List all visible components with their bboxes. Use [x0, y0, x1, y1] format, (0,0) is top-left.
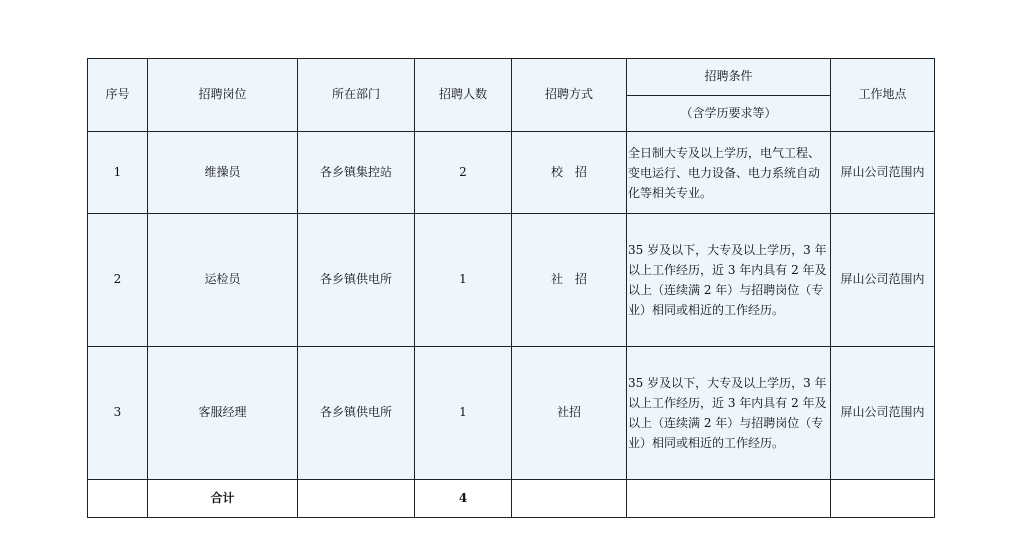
total-department: [298, 480, 415, 518]
table-row: [88, 214, 935, 347]
row-count: 2: [415, 132, 512, 214]
table-row: [88, 132, 935, 214]
header-row: [88, 59, 935, 96]
row-method: 校 招: [512, 132, 627, 214]
table-row: [88, 347, 935, 480]
total-conditions: [627, 480, 831, 518]
row-conditions: 35 岁及以下，大专及以上学历，3 年以上工作经历，近 3 年内具有 2 年及以上（连续满 2 年）与招聘岗位（专业）相同或相近的工作经历。: [627, 347, 831, 480]
header-conditions-sub: （含学历要求等）: [627, 96, 831, 132]
total-seq: [88, 480, 148, 518]
total-location: [831, 480, 935, 518]
row-department: 各乡镇供电所: [298, 214, 415, 347]
header-seq: 序号: [88, 59, 148, 132]
row-location: 屏山公司范围内: [831, 132, 935, 214]
row-location: 屏山公司范围内: [831, 214, 935, 347]
total-count: 4: [415, 480, 512, 518]
row-method: 社 招: [512, 214, 627, 347]
row-count: 1: [415, 347, 512, 480]
header-department: 所在部门: [298, 59, 415, 132]
row-department: 各乡镇供电所: [298, 347, 415, 480]
recruitment-table: [87, 58, 935, 518]
header-method: 招聘方式: [512, 59, 627, 132]
row-position: 运检员: [148, 214, 298, 347]
row-position: 维操员: [148, 132, 298, 214]
total-label: 合计: [148, 480, 298, 518]
total-method: [512, 480, 627, 518]
row-location: 屏山公司范围内: [831, 347, 935, 480]
row-conditions: 35 岁及以下，大专及以上学历，3 年以上工作经历，近 3 年内具有 2 年及以上（连续满 2 年）与招聘岗位（专业）相同或相近的工作经历。: [627, 214, 831, 347]
row-position: 客服经理: [148, 347, 298, 480]
total-row: [88, 480, 935, 518]
row-count: 1: [415, 214, 512, 347]
row-method: 社招: [512, 347, 627, 480]
header-position: 招聘岗位: [148, 59, 298, 132]
row-conditions: 全日制大专及以上学历，电气工程、变电运行、电力设备、电力系统自动化等相关专业。: [627, 132, 831, 214]
row-seq: 2: [88, 214, 148, 347]
row-seq: 1: [88, 132, 148, 214]
header-count: 招聘人数: [415, 59, 512, 132]
row-department: 各乡镇集控站: [298, 132, 415, 214]
row-seq: 3: [88, 347, 148, 480]
header-location: 工作地点: [831, 59, 935, 132]
header-conditions: 招聘条件: [627, 59, 831, 96]
